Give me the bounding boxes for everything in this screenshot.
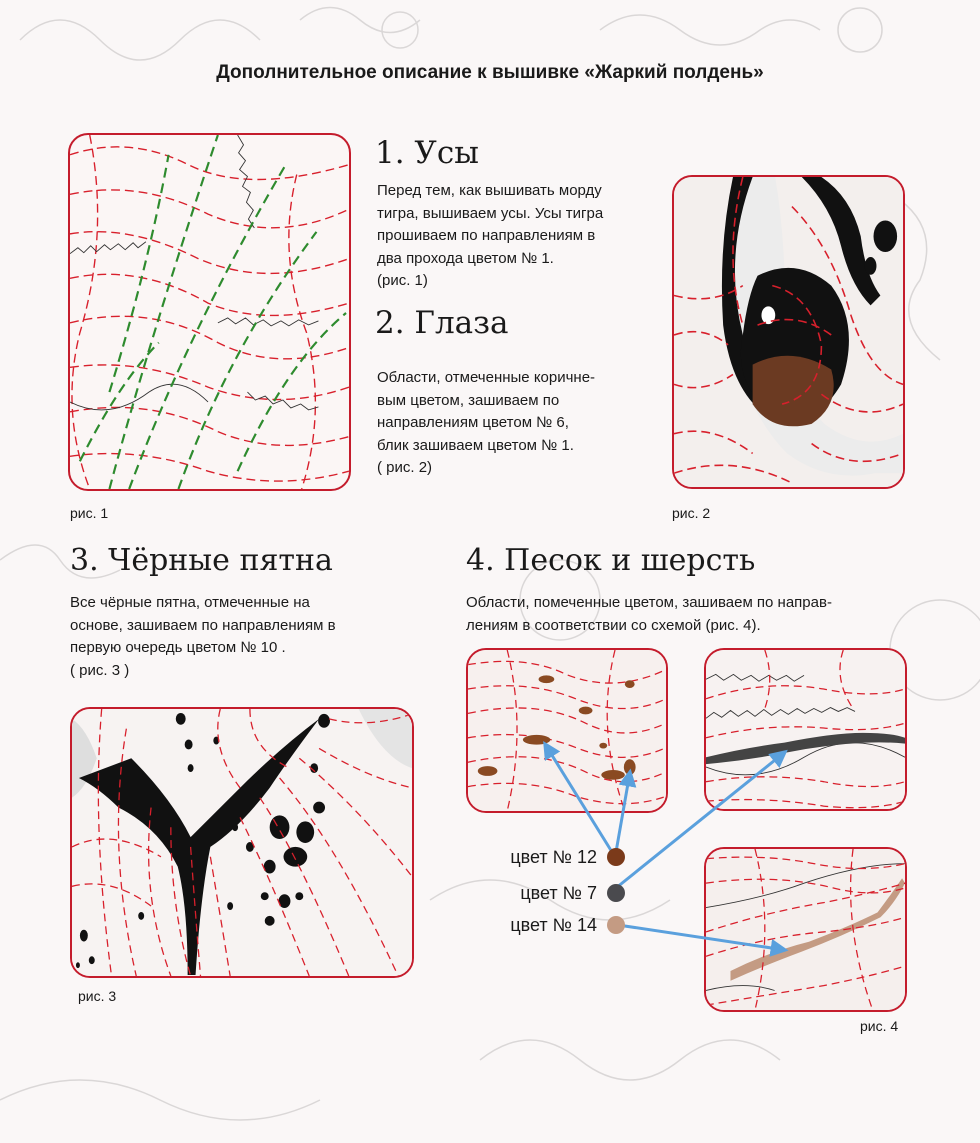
color-swatch-14 — [607, 916, 625, 934]
color-swatch-12 — [607, 848, 625, 866]
color-swatch-7 — [607, 884, 625, 902]
heading-whiskers: 1. Усы — [375, 135, 479, 171]
caption-fig3: рис. 3 — [78, 988, 117, 1004]
legend-label-color-12: цвет № 12 — [510, 846, 597, 867]
text-spots: Все чёрные пятна, отмеченные на основе, зашиваем по направлениям в первую очередь цветом № 10 . ( рис. 3 ) — [70, 594, 336, 679]
heading-spots: 3. Чёрные пятна — [70, 543, 333, 578]
text-eyes: Области, отмеченные коричне- вым цветом, зашиваем по направлениям цветом № 6, блик зашиваем цветом № 1. ( рис. 2) — [377, 369, 596, 476]
heading-sand: 4. Песок и шерсть — [466, 543, 756, 578]
page-title: Дополнительное описание к вышивке «Жаркий полдень» — [216, 62, 764, 83]
text-sand: Области, помеченные цветом, зашиваем по направ- лениям в соответствии со схемой (рис. 4). — [466, 594, 832, 634]
legend-item-color-7 — [480, 879, 625, 907]
legend-item-color-12 — [480, 843, 625, 871]
heading-eyes: 2. Глаза — [375, 305, 509, 341]
caption-fig1: рис. 1 — [70, 505, 109, 521]
legend-label-color-14: цвет № 14 — [510, 914, 597, 935]
text-whiskers: Перед тем, как вышивать морду тигра, вышиваем усы. Усы тигра прошиваем по направлениям в два прохода цветом № 1. (рис. 1) — [377, 182, 604, 289]
legend-item-color-14 — [480, 911, 625, 939]
caption-fig4: рис. 4 — [860, 1018, 899, 1034]
legend-label-color-7: цвет № 7 — [520, 882, 597, 903]
caption-fig2: рис. 2 — [672, 505, 711, 521]
